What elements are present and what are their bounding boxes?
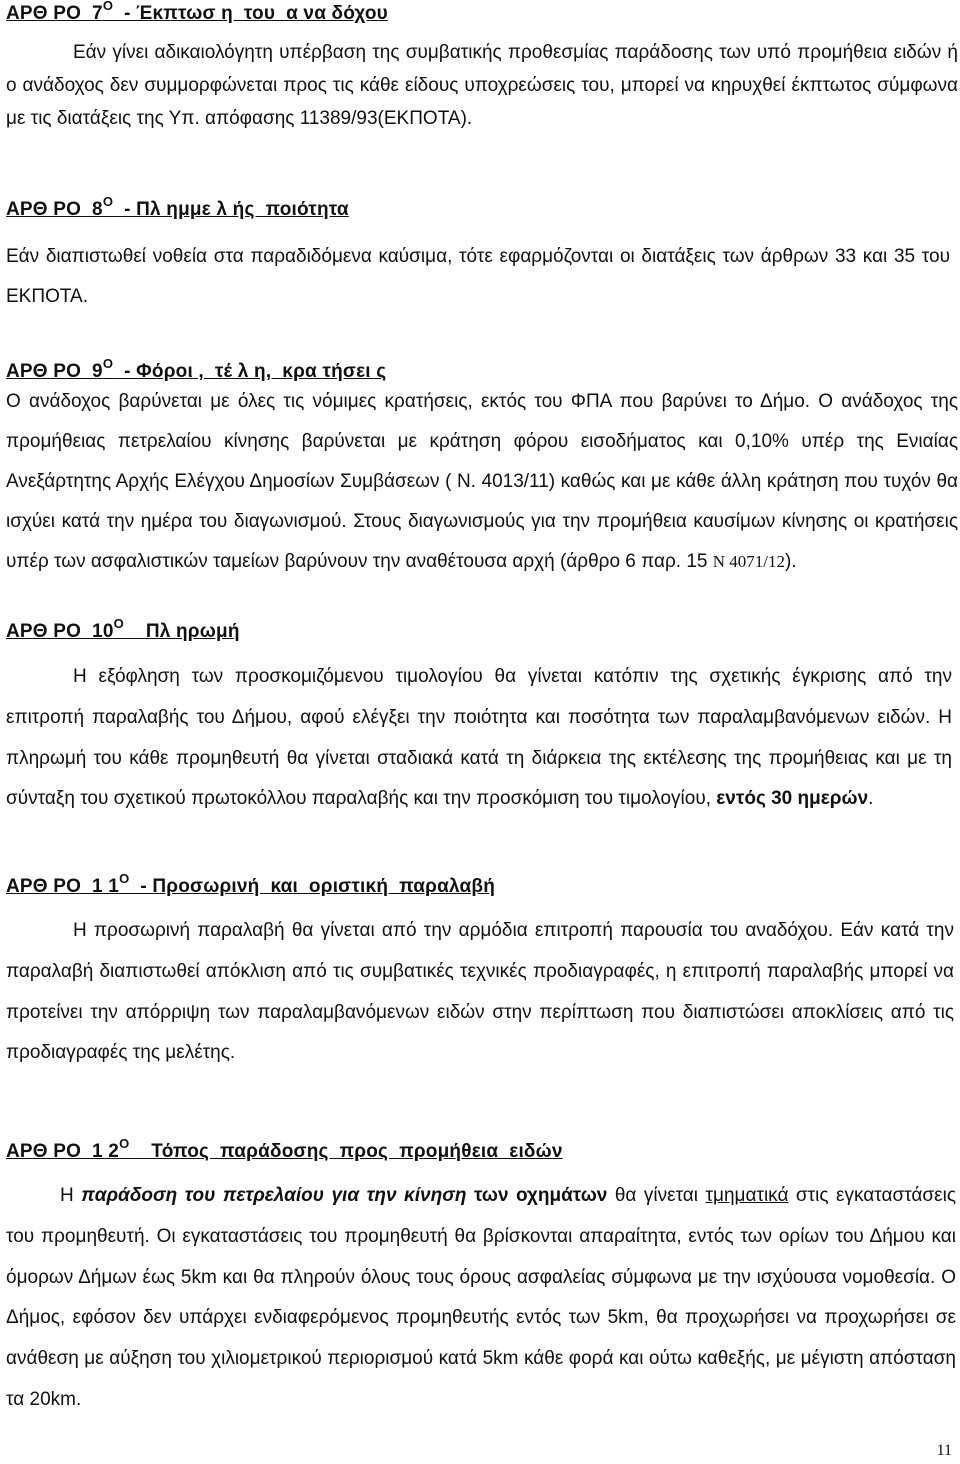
article-8-text bbox=[0, 237, 960, 316]
article-10-heading bbox=[6, 616, 960, 645]
heading-text: Πλ ηρωμή bbox=[123, 621, 240, 642]
page-number: 11 bbox=[936, 1442, 952, 1459]
bold-italic-text: παράδοση του πετρελαίου για την κίνηση bbox=[81, 1185, 467, 1206]
superscript: Ο bbox=[113, 616, 124, 631]
heading-text: - Έκπτωσ η του α να δόχου bbox=[113, 3, 388, 24]
paragraph-text: Η bbox=[60, 1185, 82, 1206]
article-10-text bbox=[0, 657, 960, 820]
superscript: Ο bbox=[102, 194, 114, 209]
superscript: Ο bbox=[102, 356, 114, 371]
article-11-heading bbox=[6, 871, 960, 900]
superscript: Ο bbox=[102, 0, 114, 13]
paragraph-text: Εάν γίνει αδικαιολόγητη υπέρβαση της συμβατικής προθεσμίας παράδοσης των υπό προμήθεια ειδών ή ο ανάδοχος δεν συμμορφώνεται προς τις κάθε είδους υποχρεώσεις του, μπορεί να κηρυχθεί έκπτωτος σύμφωνα με τις διατάξεις της Υπ. απόφασης 11389/93(ΕΚΠΟΤΑ). bbox=[6, 42, 958, 129]
heading-text: - Φόροι , τέ λ η, κρα τήσει ς bbox=[113, 361, 387, 382]
article-9-text bbox=[0, 382, 960, 582]
heading-text: ΑΡΘ ΡΟ 1 1 bbox=[6, 876, 120, 897]
bold-text: των οχημάτων bbox=[466, 1185, 608, 1206]
superscript: Ο bbox=[119, 871, 130, 886]
paragraph-text: στις εγκαταστάσεις του προμηθευτή. Οι εγκαταστάσεις του προμηθευτή θα βρίσκονται απαραίτητα, εντός των ορίων του Δήμου και όμορων Δήμων έως 5km και θα πληρούν όλους τους όρους ασφαλείας σύμφωνα με την ισχύουσα νομοθεσία. Ο Δήμος, εφόσον δεν υπάρχει ενδιαφερόμενος προμηθευτής εντός των 5km, θα προχωρήσει να προχωρήσει σε ανάθεση με αύξηση του χιλιομετρικού περιορισμού κατά 5km κάθε φορά και ούτω καθεξής, με μέγιστη απόσταση τα 20km. bbox=[6, 1185, 956, 1410]
underlined-text: τμηματικά bbox=[705, 1185, 789, 1206]
article-8-heading bbox=[6, 194, 960, 223]
heading-text: ΑΡΘ ΡΟ 9 bbox=[6, 361, 103, 382]
paragraph-text: ). bbox=[785, 551, 797, 572]
article-7-heading bbox=[6, 2, 960, 27]
heading-text: ΑΡΘ ΡΟ 7 bbox=[6, 3, 103, 24]
article-11-text bbox=[0, 911, 960, 1074]
heading-text: - Προσωρινή και οριστική παραλαβή bbox=[129, 876, 496, 897]
paragraph-text: . bbox=[868, 788, 874, 810]
heading-text: Τόπος παράδοσης προς προμήθεια ειδών bbox=[129, 1141, 563, 1162]
heading-text: ΑΡΘ ΡΟ 1 2 bbox=[6, 1141, 120, 1162]
article-7-text bbox=[0, 36, 960, 135]
paragraph-text: θα γίνεται bbox=[607, 1185, 706, 1206]
paragraph-text: Η προσωρινή παραλαβή θα γίνεται από την αρμόδια επιτροπή παρουσία του αναδόχου. Εάν κατά την παραλαβή διαπιστωθεί απόκλιση από τις συμβατικές τεχνικές προδιαγραφές, η επιτροπή παραλαβής μπορεί να προτείνει την απόρριψη των παραλαμβανόμενων ειδών στην περίπτωση που διαπιστώσει αποκλίσεις από τις προδιαγραφές της μελέτης. bbox=[6, 920, 954, 1064]
heading-text: ΑΡΘ ΡΟ 8 bbox=[6, 199, 103, 220]
superscript: Ο bbox=[119, 1136, 130, 1151]
paragraph-text: Ο ανάδοχος βαρύνεται με όλες τις νόμιμες κρατήσεις, εκτός του ΦΠΑ που βαρύνει το Δήμο. Ο ανάδοχος της προμήθειας πετρελαίου κίνησης βαρύνεται με κράτηση φόρου εισοδήματος και 0,10% υπέρ της Ενιαίας Ανεξάρτητης Αρχής Ελέγχου Δημοσίων Συμβάσεων ( Ν. 4013/11) καθώς και με κάθε άλλη κράτηση που τυχόν θα ισχύει κατά την ημέρα του διαγωνισμού. Στους διαγωνισμούς για την προμήθεια καυσίμων κίνησης οι κρατήσεις υπέρ των ασφαλιστικών ταμείων βαρύνουν την αναθέτουσα αρχή (άρθρο 6 παρ. 15 bbox=[6, 391, 958, 572]
article-12-text bbox=[0, 1176, 960, 1421]
heading-text: ΑΡΘ ΡΟ 10 bbox=[6, 621, 114, 642]
law-reference: Ν 4071/12 bbox=[712, 552, 785, 571]
paragraph-text: Η εξόφληση των προσκομιζόμενου τιμολογίου θα γίνεται κατόπιν της σχετικής έγκρισης από την επιτροπή παραλαβής του Δήμου, αφού ελέγξει την ποιότητα και ποσότητα των παραλαμβανόμενων ειδών. Η πληρωμή του κάθε προμηθευτή θα γίνεται σταδιακά κατά τη διάρκεια της εκτέλεσης της προμήθειας και με τη σύνταξη του σχετικού πρωτοκόλλου παραλαβής και την προσκόμιση του τιμολογίου, bbox=[6, 666, 952, 810]
bold-text: εντός 30 ημερών bbox=[716, 788, 869, 810]
paragraph-text: Εάν διαπιστωθεί νοθεία στα παραδιδόμενα καύσιμα, τότε εφαρμόζονται οι διατάξεις των άρθρων 33 και 35 του ΕΚΠΟΤΑ. bbox=[6, 246, 950, 307]
article-12-heading bbox=[6, 1136, 960, 1165]
heading-text: - Πλ ημμε λ ής ποιότητα bbox=[113, 199, 349, 220]
